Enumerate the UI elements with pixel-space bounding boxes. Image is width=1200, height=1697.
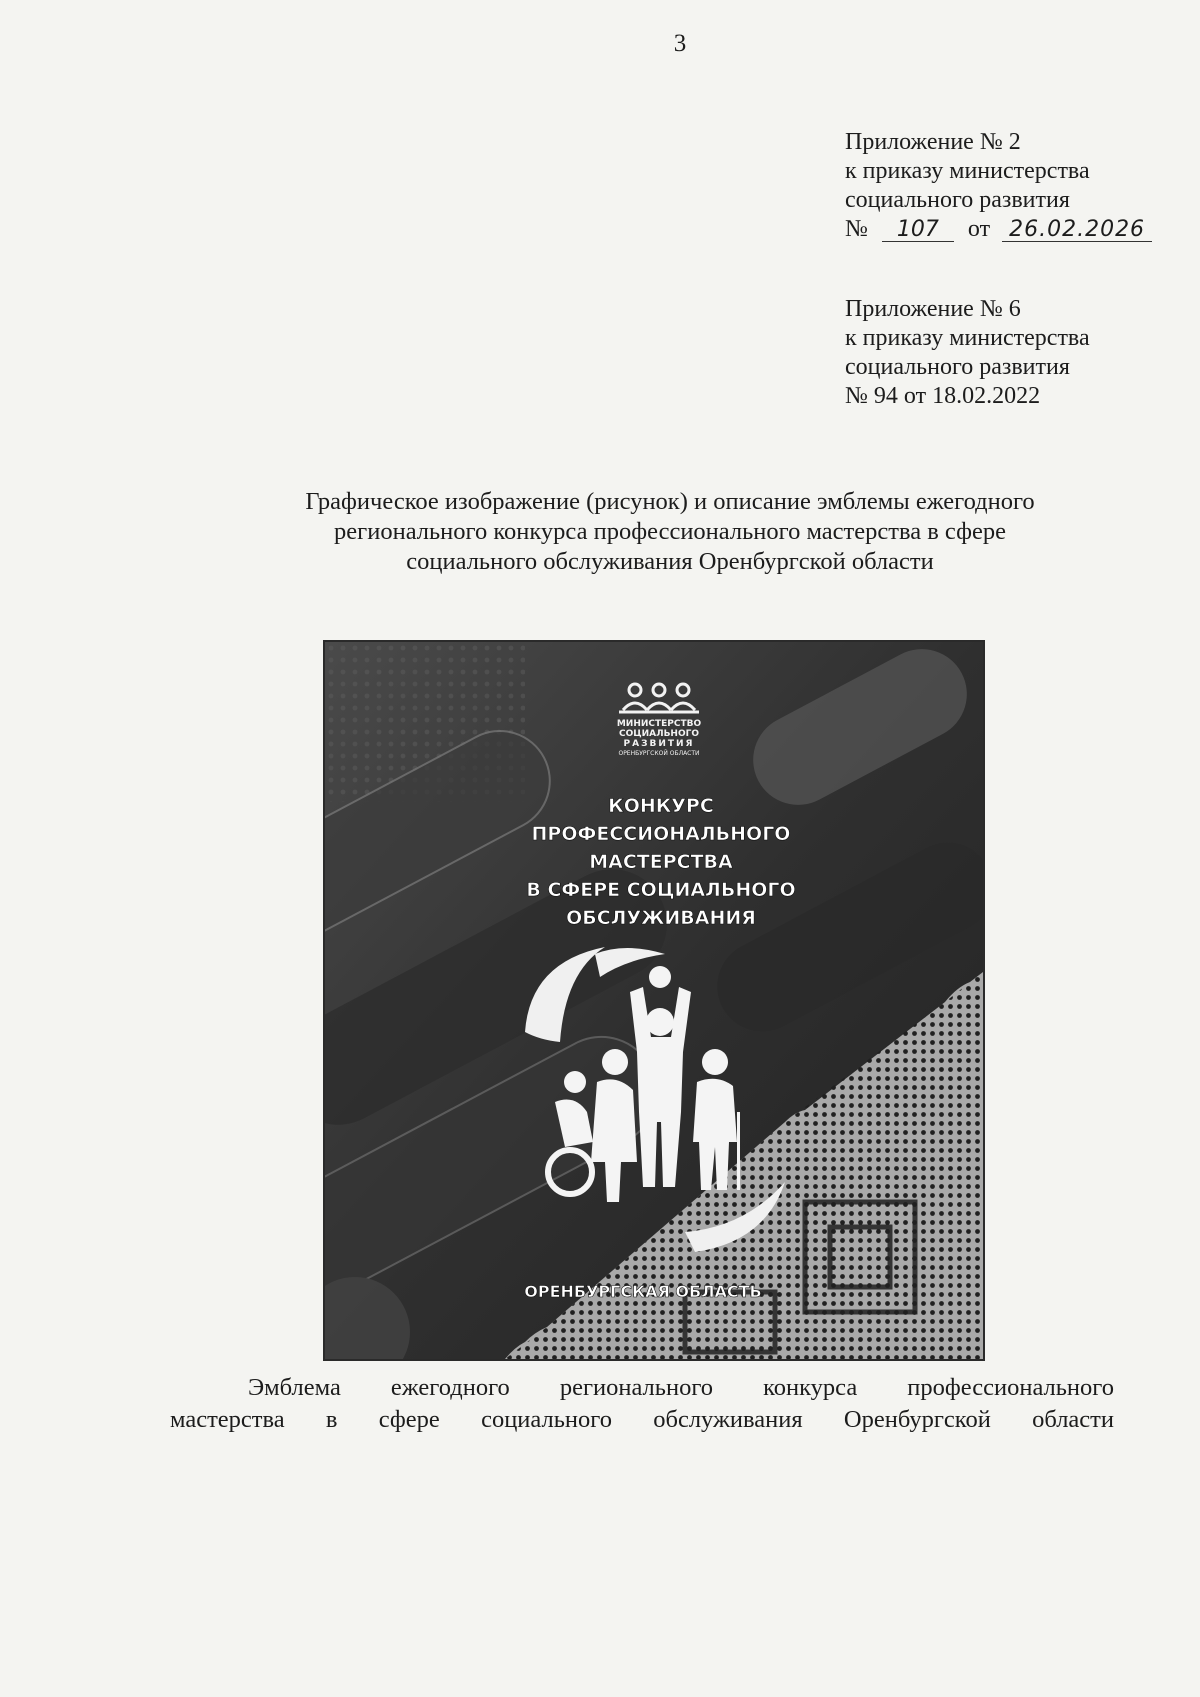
ministry-line: РАЗВИТИЯ — [623, 739, 695, 749]
title-line: социального обслуживания Оренбургской области — [406, 548, 934, 575]
handwritten-order-date: 26.02.2026 — [1002, 219, 1152, 242]
number-sign: № — [845, 216, 868, 242]
appendix-title: Приложение № 2 — [845, 129, 1021, 155]
contest-title-line: МАСТЕРСТВА — [589, 851, 733, 873]
caption-line: мастерства в сфере социального обслуживания Оренбургской области — [170, 1406, 1114, 1433]
page-number: 3 — [673, 30, 687, 57]
appendix-order-line: к приказу министерства — [845, 158, 1090, 184]
caption-line: Эмблема ежегодного регионального конкурса профессионального — [248, 1374, 1114, 1401]
contest-title-line: В СФЕРЕ СОЦИАЛЬНОГО — [526, 879, 796, 901]
region-label: ОРЕНБУРГСКАЯ ОБЛАСТЬ — [524, 1282, 762, 1301]
date-prefix: от — [967, 216, 991, 242]
appendix-previous-block — [845, 295, 1090, 411]
document-title — [220, 487, 1120, 577]
ministry-line: СОЦИАЛЬНОГО — [618, 729, 700, 739]
emblem-graphic — [325, 642, 983, 1359]
contest-title-line: ПРОФЕССИОНАЛЬНОГО — [531, 823, 791, 845]
contest-emblem-image — [323, 640, 985, 1361]
ministry-line: МИНИСТЕРСТВО — [616, 719, 702, 729]
contest-title-line: ОБСЛУЖИВАНИЯ — [566, 907, 756, 929]
appendix-current-block — [845, 128, 1152, 244]
appendix-ministry-line: социального развития — [845, 187, 1070, 213]
appendix-title: Приложение № 6 — [845, 296, 1021, 322]
ministry-line: ОРЕНБУРГСКОЙ ОБЛАСТИ — [618, 750, 700, 757]
appendix-number-date-line: № 94 от 18.02.2022 — [845, 383, 1041, 409]
emblem-caption — [170, 1372, 1114, 1436]
contest-title-line: КОНКУРС — [608, 795, 714, 817]
appendix-order-line: к приказу министерства — [845, 325, 1090, 351]
appendix-ministry-line: социального развития — [845, 354, 1070, 380]
title-line: регионального конкурса профессионального мастерства в сфере — [334, 518, 1006, 545]
handwritten-order-number: 107 — [882, 219, 954, 242]
title-line: Графическое изображение (рисунок) и описание эмблемы ежегодного — [305, 488, 1035, 515]
appendix-number-date-line — [845, 215, 1152, 244]
